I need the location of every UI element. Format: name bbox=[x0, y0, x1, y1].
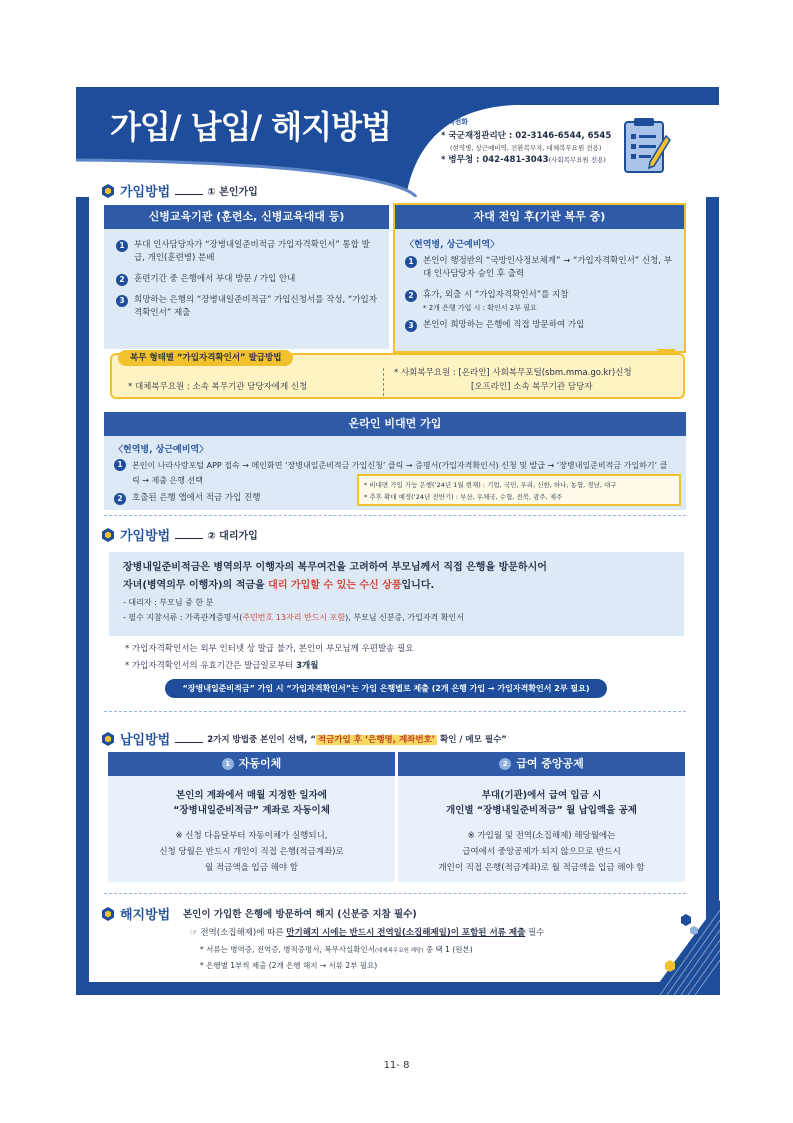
cancel-documents bbox=[200, 944, 473, 955]
number-badge: 1 bbox=[222, 758, 234, 770]
decorative-pattern bbox=[650, 900, 720, 995]
number-badge: 2 bbox=[114, 493, 126, 505]
left-column-panel bbox=[104, 229, 389, 349]
contact-line-2-text: * 병무청 : 042-481-3043 bbox=[441, 155, 549, 165]
page-number: 11- 8 bbox=[383, 1060, 410, 1071]
list-note: * 2개 은행 가입 시 : 확인서 2부 필요 bbox=[423, 304, 537, 312]
contact-line-2 bbox=[441, 154, 631, 167]
agent-notice-pill: “장병내일준비적금” 가입 시 “가입자격확인서”는 가입 은행별로 제출 (2개 은행 가입 → 가입자격확인서 2부 필요) bbox=[165, 679, 607, 698]
pay-right-header-text: 급여 중앙공제 bbox=[516, 757, 584, 770]
online-join-header: 온라인 비대면 가입 bbox=[104, 412, 686, 436]
clipboard-icon bbox=[622, 116, 672, 176]
contact-line-2-sub: (사회복무요원 전용) bbox=[548, 156, 606, 164]
cancel-title: 해지방법 bbox=[120, 908, 171, 923]
pay-subtitle-end: 확인 / 메모 필수” bbox=[437, 734, 507, 745]
list-item bbox=[405, 255, 674, 281]
agent-lead-highlight: 대리 가입할 수 있는 수신 상품 bbox=[268, 580, 402, 591]
join-section-header bbox=[101, 181, 258, 200]
list-item bbox=[405, 319, 674, 332]
divider bbox=[175, 531, 203, 539]
pay-right-body-3: 개인이 직접 은행(적금계좌)로 월 적금액을 입금 해야 함 bbox=[438, 863, 645, 873]
agent-title: 가입방법 bbox=[120, 529, 171, 544]
documents-highlight: 주민번호 13자리 반드시 포함 bbox=[242, 613, 346, 622]
right-column-header: 자대 전입 후(기관 복무 중) bbox=[395, 205, 684, 229]
page-title: 가입/ 납입/ 해지방법 bbox=[110, 108, 391, 146]
pay-right-body-1: ※ 가입월 및 전역(소집해제) 해당월에는 bbox=[467, 831, 616, 841]
cancel-per-bank: * 은행별 1부씩 제출 (2개 은행 해지 → 서류 2부 필요) bbox=[200, 961, 378, 970]
agent-lead-line-1: 장병내일준비적금은 병역의무 이행자의 복무여건을 고려하여 부모님께서 직접 은행을 방문하시어 bbox=[123, 562, 547, 573]
cancel-requirement-end: 필수 bbox=[525, 928, 545, 938]
pay-left-heading-2: “장병내일준비적금” 계좌로 자동이체 bbox=[173, 805, 330, 816]
contact-info bbox=[441, 117, 631, 167]
issue-alt-service: * 대체복무요원 : 소속 복무기관 담당자에게 신청 bbox=[128, 382, 308, 392]
agent-lead-text: 자녀(병역의무 이행자)의 적금을 bbox=[123, 580, 269, 591]
pay-subtitle-text: 2가지 방법중 본인이 선택, “ bbox=[207, 734, 316, 745]
pay-subtitle bbox=[207, 733, 507, 745]
number-badge: 1 bbox=[116, 240, 128, 252]
pay-left-header bbox=[108, 752, 395, 776]
contact-label: 문의전화 bbox=[441, 118, 469, 126]
cancel-documents-text: * 서류는 병역증, 전역증, 병적증명서, 복무사실확인서 bbox=[200, 945, 375, 954]
left-column-header: 신병교육기관 (훈련소, 신병교육대대 등) bbox=[104, 205, 389, 229]
agent-bullet-1: * 가입자격확인서는 외부 인터넷 상 발급 불가, 본인이 부모님께 우편발송 필요 bbox=[125, 644, 414, 654]
contact-line-1-sub: (현역병, 상근예비역, 전환복무자, 대체복무요원 전용) bbox=[450, 144, 602, 152]
number-badge: 3 bbox=[405, 320, 417, 332]
join-subtitle: ① 본인가입 bbox=[207, 187, 258, 198]
cancel-requirement-highlight: 만기해지 시에는 반드시 전역일(소집해제일)이 포함된 서류 제출 bbox=[286, 928, 526, 938]
pay-left-body-2: 신청 당월은 반드시 개인이 직접 은행(적금계좌)로 bbox=[159, 847, 344, 857]
cancel-requirement-text: ☞ 전역(소집해제)에 따른 bbox=[190, 928, 287, 938]
pay-methods bbox=[108, 752, 685, 882]
list-item-text: 희망하는 은행의 “장병내일준비적금” 가입신청서를 작성, “가입자격확인서” 제출 bbox=[134, 295, 377, 318]
section-divider bbox=[104, 515, 686, 516]
list-item-text: 본인이 나라사랑포털 APP 접속 → 메인화면 ‘장병내일준비적금 가입신청’ 클릭 → 증명서(가입자격확인서) 신청 및 발급 → ‘장병내일준비적금 가입하기’ 클릭 → 제출 은행 선택 bbox=[132, 461, 668, 485]
cancel-requirement bbox=[190, 926, 544, 938]
online-note-line-2: * 추후 확대 예정(’24년 전반기) : 부산, 우체국, 수협, 전북, 광주, 제주 bbox=[364, 493, 563, 501]
number-badge: 2 bbox=[405, 290, 417, 302]
online-bank-note bbox=[357, 474, 681, 506]
pay-right-panel bbox=[398, 776, 685, 882]
number-badge: 3 bbox=[116, 295, 128, 307]
pay-right-heading-2: 개인별 “장병내일준비적금” 월 납입액을 공제 bbox=[446, 805, 637, 816]
agent-lead-end: 입니다. bbox=[401, 580, 435, 591]
group-label: 〈현역병, 상근예비역〉 bbox=[114, 445, 209, 455]
pay-title: 납입방법 bbox=[120, 733, 171, 748]
hexagon-icon bbox=[101, 184, 115, 198]
issue-method-tag: 복무 형태별 “가입자격확인서” 발급방법 bbox=[118, 350, 293, 366]
agent-documents bbox=[123, 610, 670, 625]
group-label: 〈현역병, 상근예비역〉 bbox=[405, 240, 500, 250]
issue-online-text: * 사회복무요원 : [온라인] 사회복무포털(sbm.mma.go.kr)신청 bbox=[394, 368, 632, 378]
number-badge: 2 bbox=[116, 274, 128, 286]
list-item bbox=[116, 294, 377, 320]
join-title: 가입방법 bbox=[120, 185, 171, 200]
pay-subtitle-highlight: 적금가입 후 ‘은행명, 계좌번호’ bbox=[317, 734, 436, 745]
section-divider bbox=[104, 893, 686, 894]
issue-social-service bbox=[394, 366, 632, 394]
right-column-box bbox=[393, 203, 686, 353]
divider bbox=[175, 187, 203, 195]
pay-left-heading-1: 본인의 계좌에서 매월 지정한 일자에 bbox=[176, 790, 327, 801]
list-item-text: 본인이 희망하는 은행에 직접 방문하여 가입 bbox=[423, 320, 585, 330]
cancel-main-text: 본인이 가입한 은행에 방문하여 해지 (신분증 지참 필수) bbox=[183, 909, 417, 920]
pay-left-body-3: 월 적금액을 입금 해야 함 bbox=[205, 863, 298, 873]
right-column-panel bbox=[395, 229, 684, 351]
agent-section-header bbox=[101, 525, 258, 544]
pay-right-body-2: 급여에서 중앙공제가 되지 않으므로 반드시 bbox=[462, 847, 621, 857]
agent-lead-line-2 bbox=[123, 577, 670, 595]
list-item-text: 휴가, 외출 시 “가입자격확인서”를 지참 bbox=[423, 290, 569, 300]
list-item-text: 호출된 은행 앱에서 적금 가입 진행 bbox=[132, 493, 261, 503]
hexagon-icon bbox=[101, 907, 115, 921]
agent-info-box bbox=[109, 552, 684, 636]
agent-bullet-2 bbox=[125, 658, 414, 675]
list-item-text: 부대 인사담당자가 “장병내일준비적금 가입자격확인서” 통합 발급, 개인(훈련병) 분배 bbox=[134, 240, 370, 263]
pay-left-body bbox=[108, 828, 395, 876]
list-item-text: 훈련기간 중 은행에서 부대 방문 / 가입 안내 bbox=[134, 274, 296, 284]
cancel-section-header bbox=[101, 904, 170, 923]
pay-left-panel bbox=[108, 776, 395, 882]
number-badge: 2 bbox=[499, 758, 511, 770]
cancel-documents-end: 중 택 1 (원본) bbox=[423, 945, 473, 954]
list-item bbox=[116, 273, 377, 286]
divider bbox=[383, 368, 384, 396]
agent-subtitle: ② 대리가입 bbox=[207, 531, 258, 542]
hexagon-icon bbox=[101, 528, 115, 542]
pay-right-body bbox=[398, 828, 685, 876]
pay-right-heading-1: 부대(기관)에서 급여 입금 시 bbox=[481, 790, 602, 801]
issue-offline-text: [오프라인] 소속 복무기관 담당자 bbox=[471, 382, 593, 392]
documents-text: - 필수 지참서류 : 가족관계증명서( bbox=[123, 613, 243, 622]
bullet-highlight: 3개월 bbox=[296, 661, 319, 671]
number-badge: 1 bbox=[405, 256, 417, 268]
cancel-documents-tiny: (대체복무요원 해당) bbox=[374, 948, 424, 954]
pay-section-header bbox=[101, 729, 507, 748]
bullet-text: * 가입자격확인서의 유효기간은 발급일로부터 bbox=[125, 661, 297, 671]
divider bbox=[175, 735, 203, 743]
documents-end: ), 부모님 신분증, 가입자격 확인서 bbox=[345, 613, 465, 622]
number-badge: 1 bbox=[114, 459, 126, 471]
pay-left-body-1: ※ 신청 다음달부터 자동이체가 실행되니, bbox=[175, 831, 328, 841]
agent-bullets bbox=[125, 641, 414, 675]
hexagon-icon bbox=[101, 732, 115, 746]
list-item bbox=[116, 239, 377, 265]
pay-left-header-text: 자동이체 bbox=[238, 757, 282, 770]
list-item bbox=[405, 289, 674, 302]
online-note-line-1: * 비대면 가입 가능 은행(’24년 1월 현재) : 기업, 국민, 우리, 신한, 하나, 농협, 경남, 대구 bbox=[364, 481, 617, 489]
section-divider bbox=[104, 711, 686, 712]
agent-proxy: - 대리자 : 부모님 중 한 분 bbox=[123, 598, 214, 607]
contact-line-1: * 국군재정관리단 : 02-3146-6544, 6545 bbox=[441, 131, 612, 141]
pay-right-header bbox=[398, 752, 685, 776]
list-item-text: 본인이 행정반의 “국방인사정보체계” → “가입자격확인서” 신청, 부대 인사담당자 승인 후 출력 bbox=[423, 256, 672, 279]
